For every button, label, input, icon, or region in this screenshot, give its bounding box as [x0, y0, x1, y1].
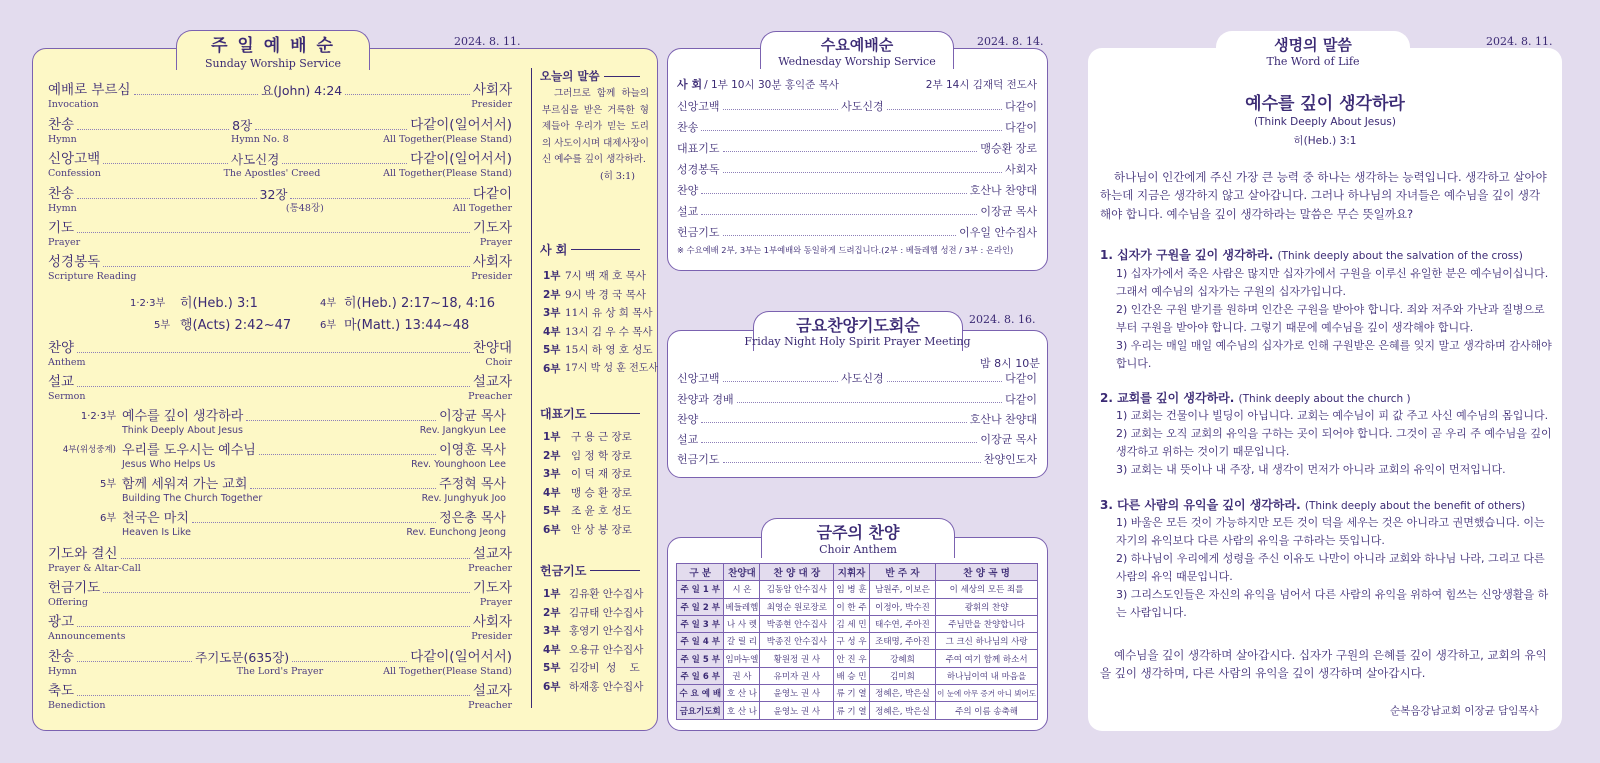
program-row: 찬송 다같이 [677, 121, 1037, 134]
friday-date: 2024. 8. 16. [969, 313, 1036, 326]
word-tab [1216, 31, 1410, 71]
list-item: 1) 바울은 모든 것이 가능하지만 모든 것이 덕을 세우는 것은 아니라고 권면했습니다. 이는 자기의 유익보다 다른 사람의 유익을 구하라는 뜻입니다. [1116, 516, 1545, 547]
program-row: 설교 이장균 목사 [677, 205, 1037, 218]
table-row: 주 일 1 부 시 온 김동암 안수집사 임 병 훈 남원주, 이보은 이 세상의 모든 죄를 [677, 581, 1038, 598]
word-date: 2024. 8. 11. [1486, 35, 1553, 48]
friday-time: 밤 8시 10분 [980, 357, 1040, 370]
sunday-subtitle: Sunday Worship Service [205, 57, 341, 70]
list-item: 2) 인간은 구원 받기를 원하며 인간은 구원을 받아야 합니다. 죄와 저주와 가난과 질병으로부터 구원을 받아야 합니다. 그렇기 때문에 예수님을 깊이 생각해야 합니다. [1116, 303, 1545, 334]
program-row: 설교 이장균 목사 [677, 433, 1037, 446]
program-row: 헌금기도 찬양인도자 [677, 453, 1037, 466]
list-item: 3) 그리스도인들은 자신의 유익을 넘어서 다른 사람의 유익을 위하여 힘쓰는 신앙생활을 하는 사람입니다. [1116, 588, 1549, 619]
point-2-heading: 2. 교회를 깊이 생각하라. (Think deeply about the church ) [1100, 391, 1411, 405]
presider-list [543, 267, 658, 379]
table-row: 수 요 예 배 호 산 나 윤영노 권 사 류 기 열 정혜은, 박은실 이 눈에 아무 증거 아니 뵈어도 [677, 685, 1038, 702]
wednesday-title: 수요예배순 [820, 36, 894, 54]
column-divider [531, 68, 532, 708]
sermon-entry: 4부(위성중계) 우리를 도우시는 예수님 이영훈 목사 Jesus Who Helps Us Rev. Younghoon Lee [62, 443, 506, 470]
list-item: 2부 9시 박 경 국 목사 [543, 288, 646, 301]
list-item: 6부 17시 박 성 훈 전도사 [543, 362, 659, 375]
rep-prayer-list [543, 428, 632, 540]
program-row: 성경봉독 사회자 [677, 163, 1037, 176]
table-row: 주 일 5 부 임마누엘 황원정 권 사 안 진 우 강혜희 주여 여기 함께 하소서 [677, 650, 1038, 667]
list-item: 1) 십자가에서 죽은 사람은 많지만 십자가에서 구원을 이루신 유일한 분은 예수님이십니다. 그래서 예수님의 십자가는 구원의 십자가입니다. [1116, 267, 1549, 298]
list-item: 3부 이 덕 재 장로 [543, 468, 632, 481]
program-row: 찬양과 경배 다같이 [677, 393, 1037, 406]
offering-prayer-list [543, 585, 643, 697]
order-item: 찬양 찬양대 Anthem Choir [48, 340, 512, 368]
list-item: 5부 김강비 성 도 [543, 662, 640, 675]
offering-prayer-heading: 헌금기도 [540, 562, 640, 579]
list-item: 6부 안 상 봉 장로 [543, 523, 632, 536]
order-item: 광고 사회자 Announcements Presider [48, 614, 512, 642]
list-item: 3부 홍영기 안수집사 [543, 625, 644, 638]
choir-subtitle: Choir Anthem [819, 543, 897, 556]
list-item: 1부 7시 백 재 호 목사 [543, 270, 646, 282]
order-item: 신앙고백 사도신경 다같이(일어서서) Confession The Apostles' Creed All Together(Please Stand) [48, 151, 512, 179]
list-item: 4부 오용규 안수집사 [543, 643, 644, 656]
word-subtitle: The Word of Life [1266, 55, 1360, 68]
sunday-tab [176, 30, 370, 70]
sermon-entry: 5부 함께 세워져 가는 교회 주정혁 목사 Building The Church Together Rev. Junghyuk Joo [99, 477, 506, 504]
intro-paragraph: 하나님이 인간에게 주신 가장 큰 능력 중 하나는 생각하는 능력입니다. 생각하고 살아야 하는데 지금은 생각하지 않고 살아갑니다. 그러나 하나님의 자녀들은 예수님을 깊이 생각해야 합니다. 예수님을 깊이 생각하라는 말씀은 무슨 뜻일까요? [1100, 170, 1547, 221]
order-item: 성경봉독 사회자 Scripture Reading Presider [48, 254, 512, 282]
rep-prayer-heading: 대표기도 [540, 405, 640, 422]
friday-title: 금요찬양기도회순 [796, 316, 920, 335]
today-ref: (히 3:1) [600, 171, 635, 182]
order-item: 찬송 8장 다같이(일어서서) Hymn Hymn No. 8 All Together(Please Stand) [48, 117, 513, 145]
today-heading: 오늘의 말씀 [540, 68, 640, 84]
table-row: 주 일 2 부 베들레헴 최영순 원로장로 이 한 주 이정아, 박수진 광휘의 찬양 [677, 598, 1038, 615]
wednesday-header: 사 회 / 1부 10시 30분 홍익준 목사 2부 14시 김재덕 전도사 [677, 78, 1037, 91]
order-item: 찬송 주기도문(635장) 다같이(일어서서) Hymn The Lord's Prayer All Together(Please Stand) [48, 649, 513, 677]
program-row: 신앙고백 사도신경 다같이 [677, 100, 1038, 113]
closing-paragraph: 예수님을 깊이 생각하며 살아갑시다. 십자가 구원의 은혜를 깊이 생각하고, 교회의 유익을 깊이 생각하며, 다른 사람의 유익을 깊이 생각하며 살아갑시다. [1100, 648, 1547, 681]
program-row: 찬양 호산나 찬양대 [677, 184, 1037, 197]
list-item: 5부 15시 하 영 호 성도 [543, 344, 653, 357]
friday-subtitle: Friday Night Holy Spirit Prayer Meeting [744, 335, 971, 348]
scripture-refs: 1·2·3부 히(Heb.) 3:1 4부 히(Heb.) 2:17~18, 4:16 5부 행(Acts) 2:42~47 6부 마(Matt.) 13:44~48 [130, 296, 496, 333]
list-item: 3) 우리는 매일 매일 예수님의 십자가로 인해 구원받은 은혜를 잊지 말고 생각하며 감사해야 합니다. [1116, 339, 1552, 370]
table-row: 금요기도회 호 산 나 윤영노 권 사 류 기 열 정혜은, 박은실 주의 이름 송축해 [677, 702, 1038, 719]
choir-tab [761, 518, 955, 558]
sermon-entry: 6부 천국은 마치 정은총 목사 Heaven Is Like Rev. Eunchong Jeong [99, 511, 506, 538]
list-item: 4부 맹 승 환 장로 [543, 486, 632, 499]
list-item: 1부 김유환 안수집사 [543, 588, 644, 600]
list-item: 3) 교회는 내 뜻이나 내 주장, 내 생각이 먼저가 아니라 교회의 유익이 먼저입니다. [1116, 463, 1506, 476]
list-item: 6부 하재홍 안수집사 [543, 680, 644, 693]
point-1-heading: 1. 십자가 구원을 깊이 생각하라. (Think deeply about the salvation of the cross) [1100, 248, 1523, 262]
program-row: 찬양 호산나 찬양대 [677, 413, 1037, 426]
wednesday-subtitle: Wednesday Worship Service [778, 55, 936, 68]
list-item: 1부 구 용 근 장로 [543, 431, 632, 443]
order-item: 축도 설교자 Benediction Preacher [48, 683, 512, 711]
sunday-title: 주 일 예 배 순 [211, 36, 335, 56]
list-item: 4부 13시 김 우 수 목사 [543, 325, 653, 338]
point-3-heading: 3. 다른 사람의 유익을 깊이 생각하라. (Think deeply about the benefit of others) [1100, 498, 1526, 512]
program-row: 헌금기도 이우일 안수집사 [677, 226, 1037, 239]
program-row: 대표기도 맹승환 장로 [677, 142, 1037, 155]
wednesday-tab [760, 31, 954, 69]
order-item: 설교 설교자 Sermon Preacher [48, 374, 512, 402]
sermon-ref: 히(Heb.) 3:1 [1293, 135, 1357, 147]
wednesday-date: 2024. 8. 14. [977, 35, 1044, 48]
list-item: 5부 조 윤 호 성도 [543, 505, 632, 518]
sermon-heading: 예수를 깊이 생각하라 [1245, 94, 1405, 114]
list-item: 2부 김규태 안수집사 [543, 606, 644, 619]
order-item: 기도 기도자 Prayer Prayer [48, 220, 512, 248]
choir-table [676, 563, 1038, 720]
table-row: 주 일 4 부 갈 릴 리 박종진 안수집사 구 성 우 조태명, 주아진 그 크신 하나님의 사랑 [677, 633, 1038, 650]
order-item: 예배로 부르심 요(John) 4:24 사회자 Invocation Presider [48, 82, 513, 110]
list-item: 2부 임 정 학 장로 [543, 449, 632, 462]
table-row: 주 일 3 부 나 사 렛 박종현 안수집사 김 세 민 태수연, 주아진 주님만을 찬양합니다 [677, 615, 1038, 632]
order-item: 기도와 결신 설교자 Prayer & Altar-Call Preacher [48, 546, 512, 574]
list-item: 1) 교회는 건물이나 빌딩이 아닙니다. 교회는 예수님이 피 값 주고 사신 예수님의 몸입니다. [1116, 409, 1549, 422]
wednesday-note: ※ 수요예배 2부, 3부는 1부예배와 동일하게 드려집니다.(2부 : 베들레헴 성전 / 3부 : 온라인) [677, 245, 1014, 255]
program-row: 신앙고백 사도신경 다같이 [677, 372, 1038, 385]
table-row: 주 일 6 부 권 사 유미자 권 사 배 승 민 김미희 하나님이여 내 마음을 [677, 667, 1038, 684]
choir-title: 금주의 찬양 [816, 523, 900, 542]
table-header: 구 분 찬양대 찬 양 대 장 지휘자 반 주 자 찬 양 곡 명 [677, 564, 1038, 581]
list-item: 2) 하나님이 우리에게 성령을 주신 이유도 나만이 아니라 교회와 하나님 나라, 그리고 다른 사람의 유익 때문입니다. [1116, 552, 1545, 583]
presider-heading: 사 회 [540, 241, 640, 258]
word-title: 생명의 말씀 [1274, 36, 1352, 54]
list-item: 3부 11시 유 상 희 목사 [543, 307, 653, 320]
signature: 순복음강남교회 이장균 담임목사 [1390, 705, 1539, 717]
order-item: 찬송 32장 다같이 Hymn (통48장) All Together [48, 186, 513, 214]
list-item: 2) 교회는 오직 교회의 유익을 구하는 곳이 되어야 합니다. 그것이 곧 우리 주 예수님을 깊이 생각하고 위하는 것이기 때문입니다. [1116, 427, 1552, 458]
sermon-entry: 1·2·3부 예수를 깊이 생각하라 이장균 목사 Think Deeply About Jesus Rev. Jangkyun Lee [80, 409, 506, 436]
order-item: 헌금기도 기도자 Offering Prayer [48, 580, 512, 608]
sunday-date: 2024. 8. 11. [454, 35, 521, 48]
sermon-heading-en: (Think Deeply About Jesus) [1254, 116, 1396, 128]
today-text: 그러므로 함께 하늘의 부르심을 받은 거룩한 형제들아 우리가 믿는 도리의 사도이시며 대제사장이신 예수를 깊이 생각하라. [542, 88, 649, 165]
